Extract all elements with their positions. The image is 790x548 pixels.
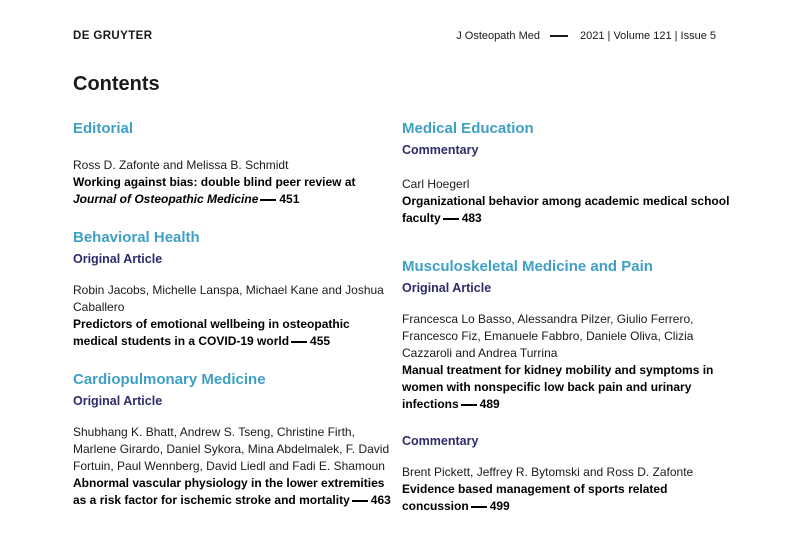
entry-title-italic: Journal of Osteopathic Medicine — [73, 192, 259, 206]
issue-info: 2021 | Volume 121 | Issue 5 — [580, 30, 716, 42]
entry-authors: Brent Pickett, Jeffrey R. Bytomski and Ross D. Zafonte — [402, 465, 694, 479]
entry-page: 451 — [279, 192, 300, 206]
section-cardiopulmonary — [73, 370, 391, 509]
entry-title-link[interactable] — [73, 475, 391, 509]
section-title-medical-education: Medical Education — [402, 120, 534, 137]
article-type: Original Article — [73, 394, 163, 408]
entry-authors: Robin Jacobs, Michelle Lanspa, Michael Kane and Joshua Caballero — [73, 283, 384, 314]
section-medical-education — [402, 119, 732, 227]
entry-title-text: Working against bias: double blind peer review at — [73, 175, 356, 189]
section-title-editorial: Editorial — [73, 120, 134, 137]
entry-page: 499 — [489, 499, 510, 513]
article-type: Original Article — [402, 281, 492, 295]
entry-title-link[interactable] — [402, 193, 732, 227]
entry-page: 455 — [310, 334, 331, 348]
page-dash — [471, 506, 487, 508]
article-type: Commentary — [402, 143, 479, 157]
journal-header — [456, 30, 716, 42]
page-dash — [443, 218, 459, 220]
section-editorial — [73, 119, 391, 208]
section-title-behavioral-health: Behavioral Health — [73, 229, 200, 246]
section-musculoskeletal — [402, 257, 732, 515]
entry-title-text: Evidence based management of sports related concussion — [402, 482, 668, 513]
toc-entry — [73, 157, 391, 208]
entry-title-text: Abnormal vascular physiology in the lower extremities as a risk factor for ischemic stroke and mortality — [73, 476, 385, 507]
entry-title-link[interactable] — [402, 481, 732, 515]
entry-title-link[interactable] — [73, 316, 391, 350]
entry-authors: Francesca Lo Basso, Alessandra Pilzer, Giulio Ferrero, Francesco Fiz, Emanuele Fabbro, Daniele Oliva, Clizia Cazzaroli and Andrea Turrina — [402, 312, 694, 360]
page-title: Contents — [73, 73, 160, 95]
toc-entry — [402, 464, 732, 515]
toc-entry — [402, 311, 732, 413]
section-title-musculoskeletal: Musculoskeletal Medicine and Pain — [402, 258, 653, 275]
section-behavioral-health — [73, 228, 391, 350]
entry-title-text: Manual treatment for kidney mobility and symptoms in women with nonspecific low back pain and urinary infections — [402, 363, 714, 411]
entry-page: 463 — [370, 493, 391, 507]
entry-authors: Carl Hoegerl — [402, 177, 470, 191]
entry-page: 483 — [461, 211, 482, 225]
article-type: Commentary — [402, 434, 479, 448]
toc-entry — [73, 424, 391, 509]
section-title-cardiopulmonary: Cardiopulmonary Medicine — [73, 371, 266, 388]
page-dash — [352, 500, 368, 502]
page-dash — [291, 341, 307, 343]
entry-title-text: Organizational behavior among academic medical school faculty — [402, 194, 730, 225]
header-dash — [550, 35, 568, 37]
entry-authors: Ross D. Zafonte and Melissa B. Schmidt — [73, 158, 289, 172]
toc-entry — [402, 176, 732, 227]
entry-authors: Shubhang K. Bhatt, Andrew S. Tseng, Christine Firth, Marlene Girardo, Daniel Sykora, Mina Abdelmalek, F. David Fortuin, Paul Wennberg, David Liedl and Fadi E. Shamoun — [73, 425, 390, 473]
article-type: Original Article — [73, 252, 163, 266]
entry-title-text: Predictors of emotional wellbeing in osteopathic medical students in a COVID-19 world — [73, 317, 350, 348]
right-column — [402, 119, 732, 535]
journal-name: J Osteopath Med — [456, 30, 541, 42]
entry-title-link[interactable] — [73, 174, 391, 208]
page-dash — [461, 404, 477, 406]
toc-entry — [73, 282, 391, 350]
left-column — [73, 119, 391, 529]
publisher-name: DE GRUYTER — [73, 30, 153, 42]
page-dash — [260, 199, 276, 201]
entry-title-link[interactable] — [402, 362, 732, 413]
entry-page: 489 — [479, 397, 500, 411]
